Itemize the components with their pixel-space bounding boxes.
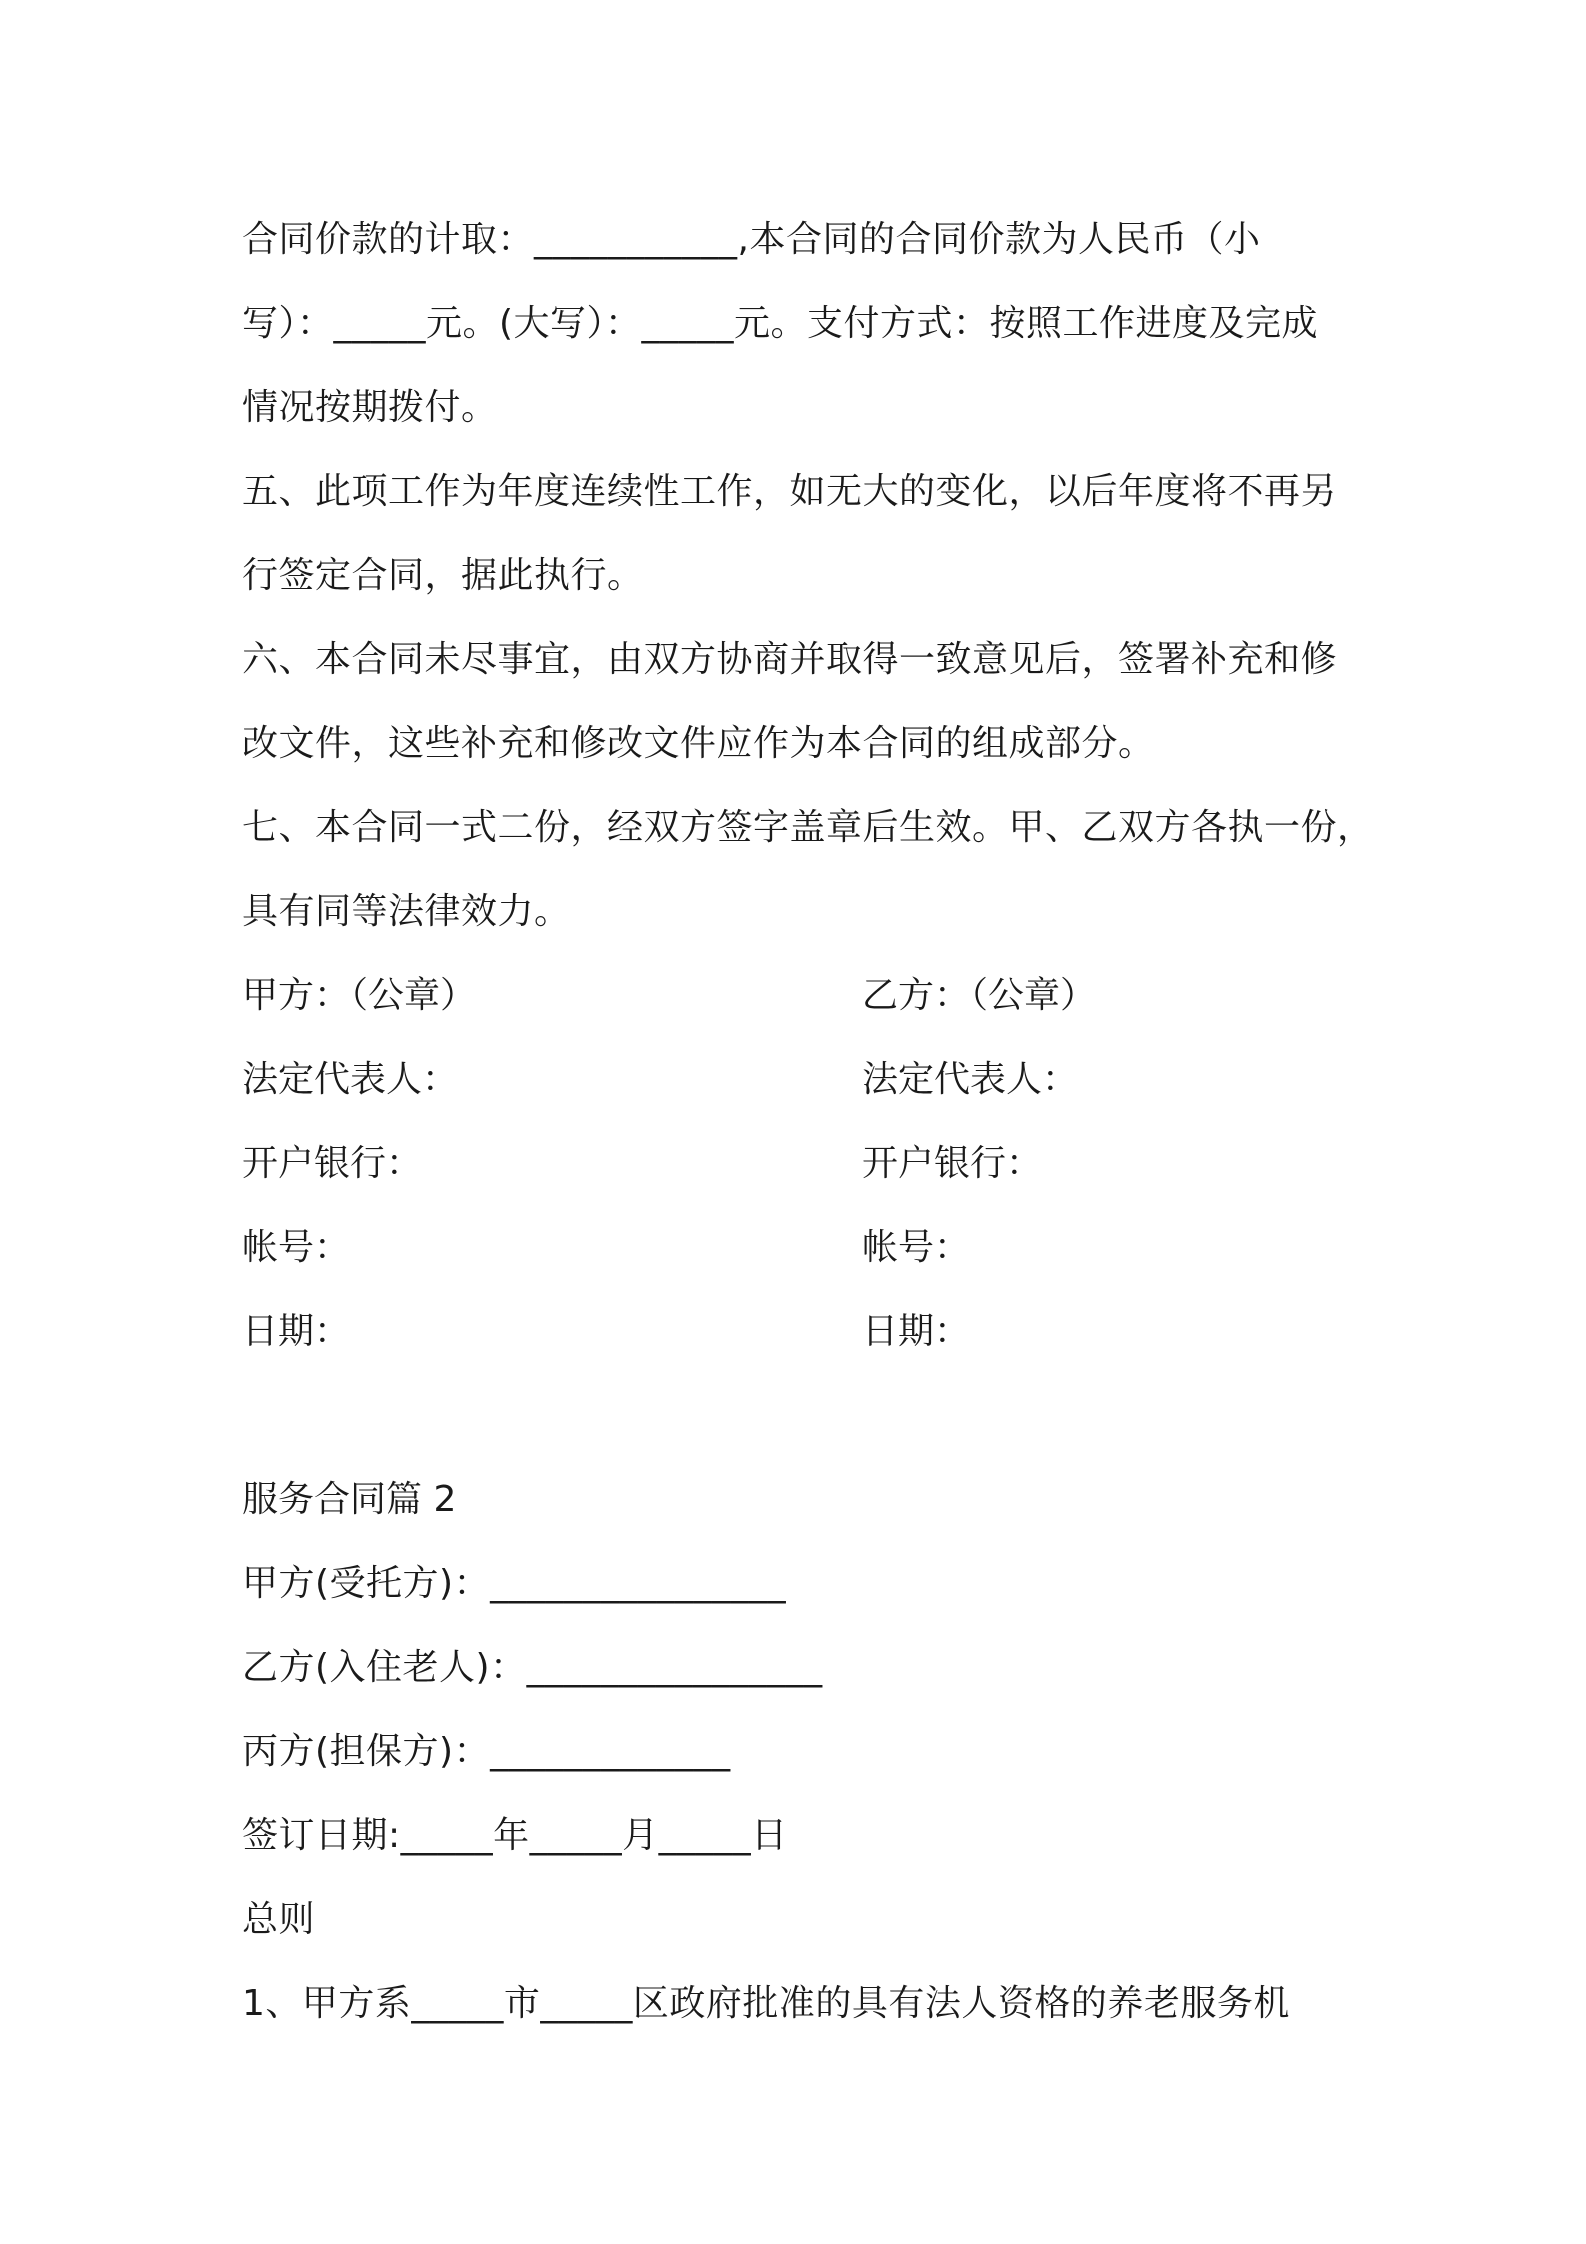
party-b-date: 日期： — [862, 1311, 971, 1352]
party-b-bank: 开户银行： — [862, 1143, 1043, 1184]
paragraph-line: 改文件，这些补充和修改文件应作为本合同的组成部分。 — [242, 723, 1155, 764]
clause-line: 1、甲方系_____市_____区政府批准的具有法人资格的养老服务机 — [242, 1983, 1290, 2024]
paragraph-line: 具有同等法律效力。 — [242, 891, 571, 932]
party-b-seal: 乙方：（公章） — [862, 975, 1097, 1016]
signature-row-date — [242, 1290, 1352, 1374]
general-heading: 总则 — [242, 1899, 316, 1940]
paragraph-line: 七、本合同一式二份，经双方签字盖章后生效。甲、乙双方各执一份， — [242, 807, 1374, 848]
party-b-rep: 法定代表人： — [862, 1059, 1079, 1100]
signature-row-bank — [242, 1122, 1352, 1206]
party-b-account: 帐号： — [862, 1227, 971, 1268]
party-a-bank: 开户银行： — [242, 1143, 423, 1184]
paragraph-line: 写）：_____元。(大写）：_____元。支付方式：按照工作进度及完成 — [242, 303, 1319, 344]
party-a-seal: 甲方：（公章） — [242, 975, 477, 1016]
party-c-field: 丙方(担保方)：_____________ — [242, 1731, 731, 1772]
paragraph-line: 行签定合同，据此执行。 — [242, 555, 644, 596]
paragraph-line: 六、本合同未尽事宜，由双方协商并取得一致意见后，签署补充和修 — [242, 639, 1338, 680]
sign-date-field: 签订日期:_____年_____月_____日 — [242, 1815, 788, 1856]
signature-row-seal — [242, 954, 1352, 1038]
signature-row-rep — [242, 1038, 1352, 1122]
paragraph-line: 合同价款的计取：___________,本合同的合同价款为人民币（小 — [242, 219, 1261, 260]
party-a-date: 日期： — [242, 1311, 351, 1352]
party-a-rep: 法定代表人： — [242, 1059, 459, 1100]
party-b-field: 乙方(入住老人)：________________ — [242, 1647, 823, 1688]
section-title: 服务合同篇 2 — [242, 1479, 457, 1520]
party-a-account: 帐号： — [242, 1227, 351, 1268]
paragraph-line: 情况按期拨付。 — [242, 387, 498, 428]
party-a-field: 甲方(受托方)：________________ — [242, 1563, 787, 1604]
section-spacer — [242, 1374, 1352, 1458]
document-page — [242, 198, 1374, 2046]
paragraph-line: 五、此项工作为年度连续性工作，如无大的变化，以后年度将不再另 — [242, 471, 1338, 512]
signature-row-account — [242, 1206, 1352, 1290]
